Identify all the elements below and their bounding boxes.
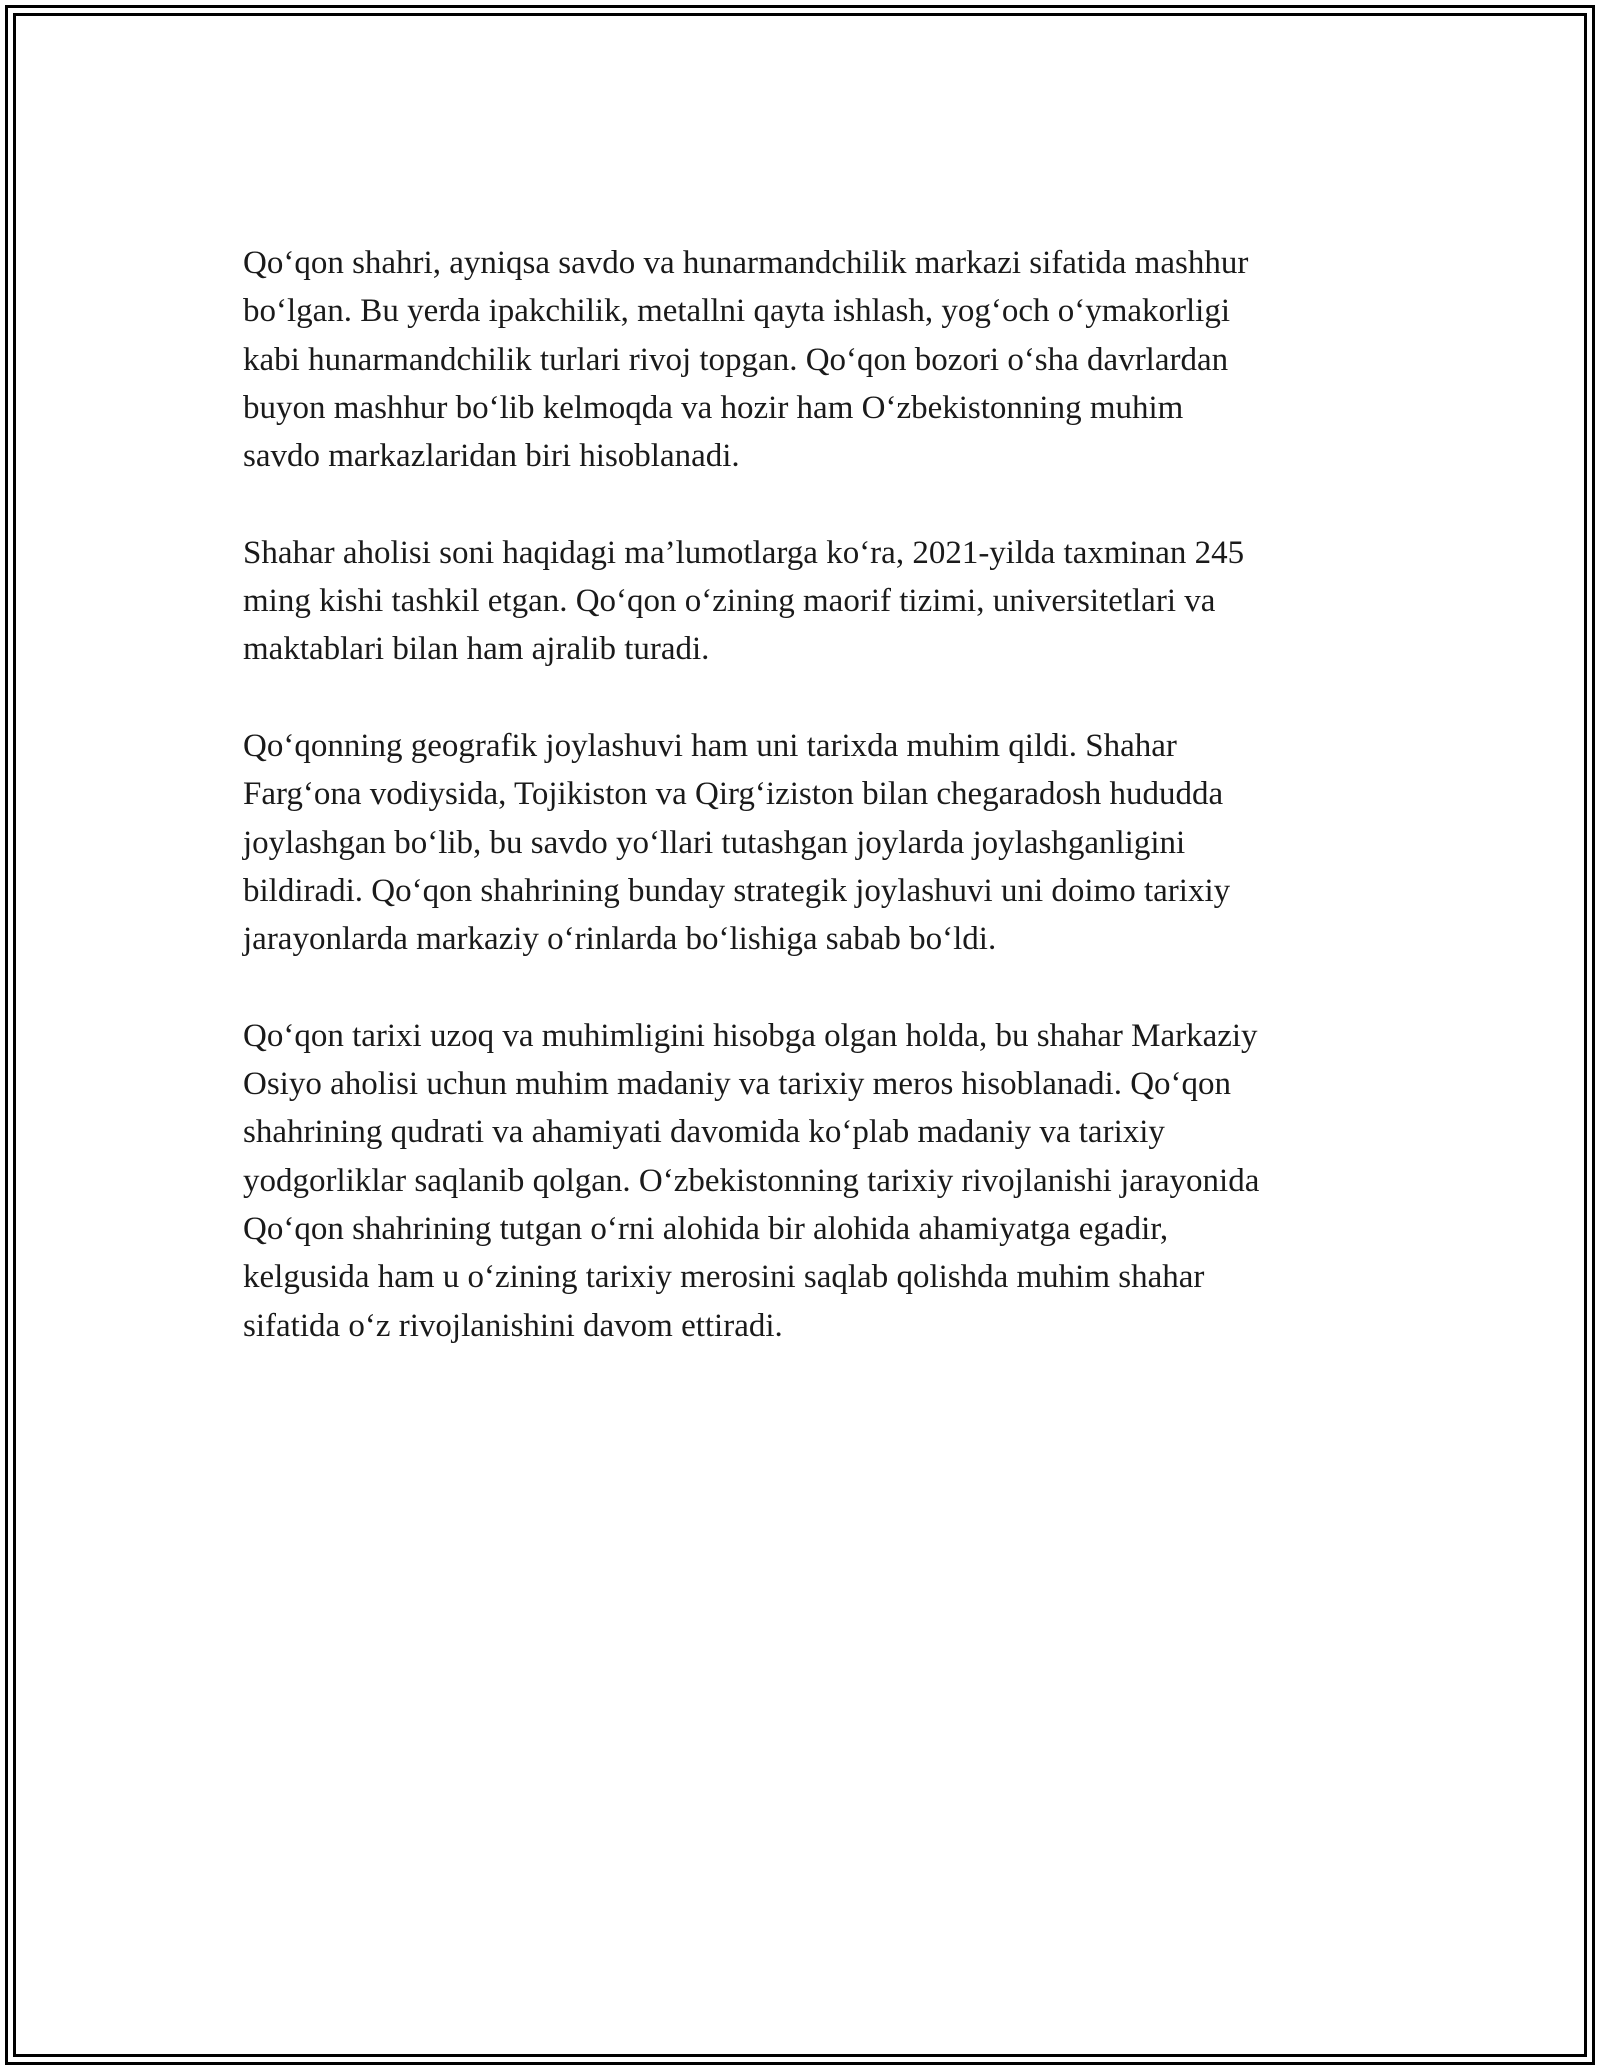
paragraph-2: Shahar aholisi soni haqidagi ma’lumotlarga ko‘ra, 2021-yilda taxminan 245 ming kishi tashkil etgan. Qo‘qon o‘zining maorif tizimi, universitetlari va maktablari bilan ham ajralib turadi. (243, 534, 1245, 668)
paragraph-1: Qo‘qon shahri, ayniqsa savdo va hunarmandchilik markazi sifatida mashhur bo‘lgan. Bu yerda ipakchilik, metallni qayta ishlash, yog‘och o‘ymakorligi kabi hunarmandchilik turlari rivoj topgan. Qo‘qon bozori o‘sha davrlardan buyon mashhur bo‘lib kelmoqda va hozir ham O‘zbekistonning muhim savdo markazlaridan biri hisoblanadi. (243, 245, 1249, 475)
document-body (243, 239, 1393, 1398)
page-frame (5, 5, 1595, 2065)
paragraph-4: Qo‘qon tarixi uzoq va muhimligini hisobga olgan holda, bu shahar Markaziy Osiyo aholisi uchun muhim madaniy va tarixiy meros hisoblanadi. Qo‘qon shahrining qudrati va ahamiyati davomida ko‘plab madaniy va tarixiy yodgorliklar saqlanib qolgan. O‘zbekistonning tarixiy rivojlanishi jarayonida Qo‘qon shahrining tutgan o‘rni alohida bir alohida ahamiyatga egadir, kelgusida ham u o‘zining tarixiy merosini saqlab qolishda muhim shahar sifatida o‘z rivojlanishini davom ettiradi. (243, 1017, 1260, 1344)
paragraph-3: Qo‘qonning geografik joylashuvi ham uni tarixda muhim qildi. Shahar Farg‘ona vodiysida, Tojikiston va Qirg‘iziston bilan chegaradosh hududda joylashgan bo‘lib, bu savdo yo‘llari tutashgan joylarda joylashganligini bildiradi. Qo‘qon shahrining bunday strategik joylashuvi uni doimo tarixiy jarayonlarda markaziy o‘rinlarda bo‘lishiga sabab bo‘ldi. (243, 727, 1231, 958)
